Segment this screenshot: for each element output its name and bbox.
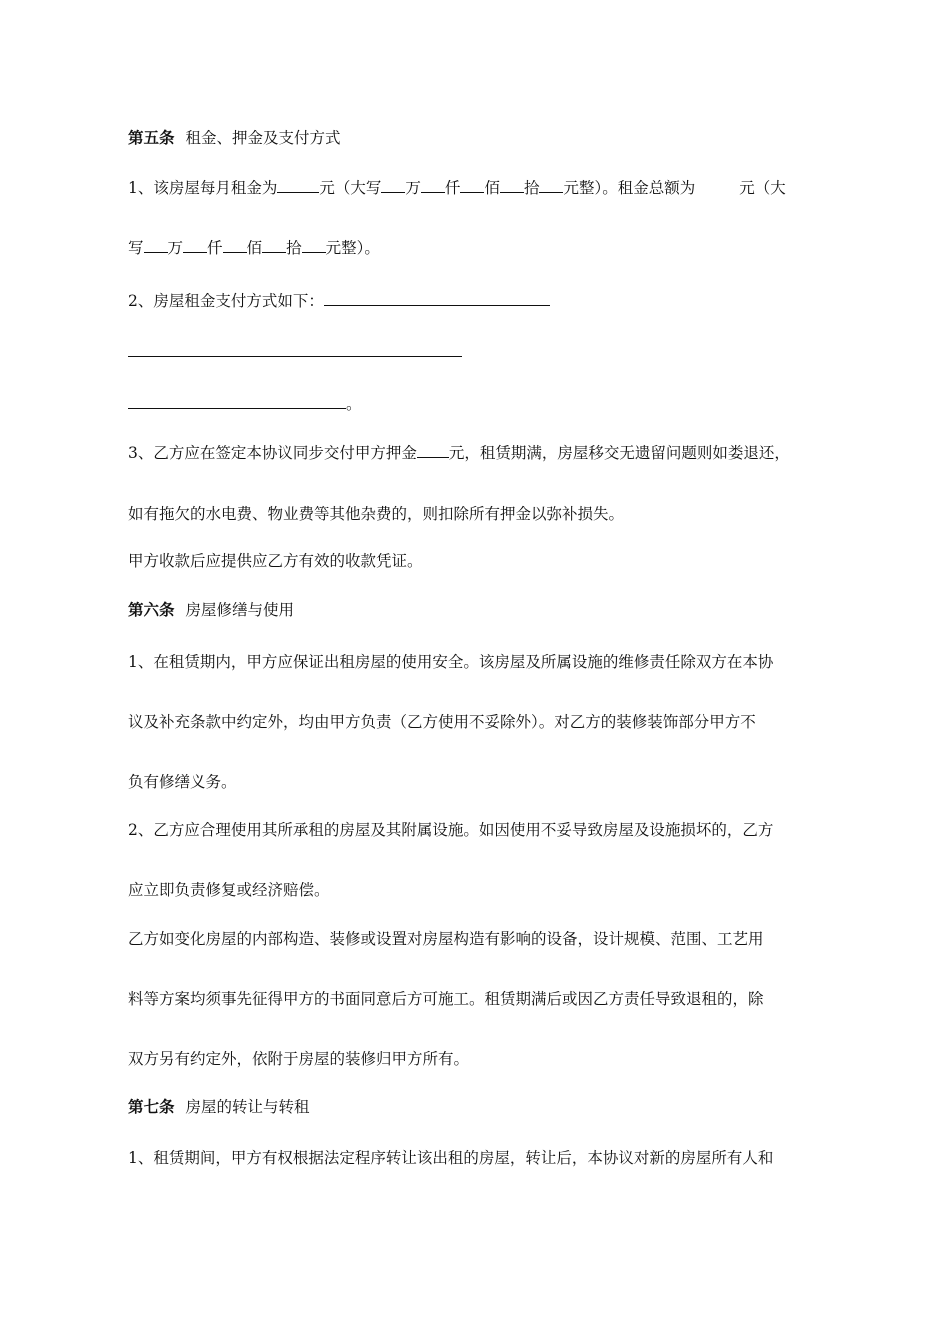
rent-clause-line-2 <box>128 238 380 258</box>
rent-text: 万 <box>167 239 184 257</box>
payment-method-blank-line-3 <box>128 394 362 414</box>
alteration-clause-line: 乙方如变化房屋的内部构造、装修或设置对房屋构造有影响的设备，设计规模、范围、工艺用 <box>128 930 764 948</box>
blank[interactable] <box>460 178 484 193</box>
alteration-clause-line: 料等方案均须事先征得甲方的书面同意后方可施工。租赁期满后或因乙方责任导致退租的，除 <box>128 990 764 1008</box>
rent-text: 拾 <box>523 179 540 197</box>
blank[interactable] <box>144 238 168 253</box>
article-6-title: 房屋修缮与使用 <box>185 601 294 619</box>
alteration-clause-line: 双方另有约定外，依附于房屋的装修归甲方所有。 <box>128 1050 470 1068</box>
payment-method-label: 2、房屋租金支付方式如下： <box>128 292 324 310</box>
article-5-heading-line <box>128 128 340 148</box>
payment-method-blank-2[interactable] <box>128 342 462 357</box>
deposit-text: 3、乙方应在签定本协议同步交付甲方押金 <box>128 444 417 462</box>
blank[interactable] <box>262 238 286 253</box>
rent-text: 万 <box>405 179 421 197</box>
rent-monthly-label: 1、该房屋每月租金为 <box>128 179 278 197</box>
article-5-title: 租金、押金及支付方式 <box>185 129 341 147</box>
rent-clause-line-1 <box>128 178 786 198</box>
rent-text: 元整）。 <box>325 239 380 257</box>
rent-total-label: 元整）。租金总额为 <box>563 179 696 197</box>
rent-text: 元（大 <box>739 179 786 197</box>
article-6-heading-line <box>128 600 294 620</box>
blank[interactable] <box>223 238 247 253</box>
rent-text: 仟 <box>444 179 461 197</box>
blank[interactable] <box>183 238 207 253</box>
rent-text: 写 <box>128 239 144 257</box>
rent-monthly-blank[interactable] <box>277 178 319 193</box>
period: 。 <box>346 395 362 413</box>
payment-method-blank-1[interactable] <box>324 291 550 306</box>
deposit-line-2: 如有拖欠的水电费、物业费等其他杂费的，则扣除所有押金以弥补损失。 <box>128 505 625 523</box>
use-clause-line: 应立即负责修复或经济赔偿。 <box>128 881 330 899</box>
deposit-text: 元，租赁期满，房屋移交无遗留问题则如娄退还， <box>448 444 790 462</box>
payment-method-blank-line-2 <box>128 342 462 362</box>
repair-clause-line: 负有修缮义务。 <box>128 773 237 791</box>
transfer-clause-line: 1、租赁期间，甲方有权根据法定程序转让该出租的房屋，转让后，本协议对新的房屋所有人和 <box>128 1149 774 1167</box>
deposit-line-1 <box>128 443 790 463</box>
blank[interactable] <box>539 178 563 193</box>
repair-clause-line: 1、在租赁期内，甲方应保证出租房屋的使用安全。该房屋及所属设施的维修责任除双方在本协 <box>128 653 774 671</box>
article-5-number: 第五条 <box>128 128 175 147</box>
use-clause-line: 2、乙方应合理使用其所承租的房屋及其附属设施。如因使用不妥导致房屋及设施损坏的，乙方 <box>128 821 774 839</box>
article-7-heading-line <box>128 1097 309 1117</box>
payment-method-blank-3[interactable] <box>128 394 346 409</box>
rent-text: 元（大写 <box>319 179 382 197</box>
rent-text: 拾 <box>286 239 302 257</box>
payment-method-line <box>128 291 550 311</box>
rent-text: 佰 <box>246 239 263 257</box>
rent-text: 佰 <box>484 179 500 197</box>
blank[interactable] <box>421 178 445 193</box>
article-6-number: 第六条 <box>128 600 175 619</box>
article-7-number: 第七条 <box>128 1097 175 1116</box>
blank[interactable] <box>381 178 405 193</box>
deposit-line-3: 甲方收款后应提供应乙方有效的收款凭证。 <box>128 552 423 570</box>
blank[interactable] <box>500 178 524 193</box>
blank[interactable] <box>302 238 326 253</box>
article-7-title: 房屋的转让与转租 <box>185 1098 310 1116</box>
deposit-blank[interactable] <box>417 443 449 458</box>
rent-text: 仟 <box>207 239 223 257</box>
repair-clause-line: 议及补充条款中约定外，均由甲方负责（乙方使用不妥除外）。对乙方的装修装饰部分甲方不 <box>128 713 756 731</box>
